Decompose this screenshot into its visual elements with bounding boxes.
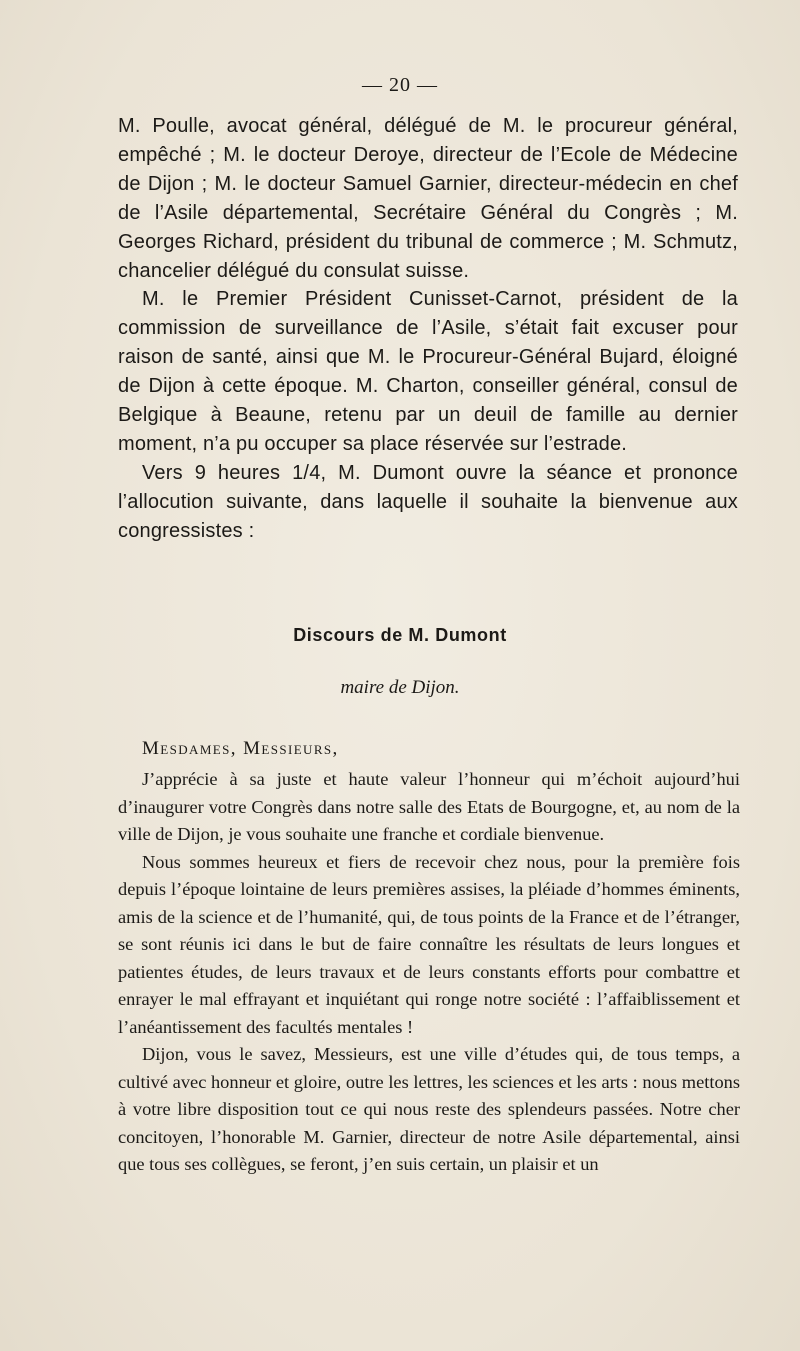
speech-paragraph-3: Dijon, vous le savez, Messieurs, est une ville d’études qui, de tous temps, a cultivé avec honneur et gloire, outre les lettres, les sciences et les arts : nous mettons à votre libre disposition tout ce qui nous reste des splendeurs passées. Notre cher concitoyen, l’honorable M. Garnier, directeur de notre Asile départemental, ainsi que tous ses collègues, se feront, j’en suis certain, un plaisir et un [118,1044,740,1174]
speech-paragraph-2: Nous sommes heureux et fiers de recevoir chez nous, pour la première fois depuis l’époque lointaine de leurs premières assises, la pléiade d’hommes éminents, amis de la science et de l’humanité, qui, de tous points de la France et de l’étranger, se sont réunis ici dans le but de faire connaître les résultats de leurs longues et patientes études, de leurs travaux et de leurs constants efforts pour combattre et enrayer le mal effrayant et inquiétant qui ronge notre société : l’affaiblissement et l’anéantissement des facultés mentales ! [118,851,740,1037]
intro-paragraph-1: M. Poulle, avocat général, délégué de M. le procureur général, empêché ; M. le docteur Deroye, directeur de l’Ecole de Médecine de Dijon ; M. le docteur Samuel Garnier, directeur-médecin en chef de l’Asile départemental, Secrétaire Général du Congrès ; M. Georges Richard, président du tribunal de commerce ; M. Schmutz, chancelier délégué du consulat suisse. [118,115,738,282]
speech-salutation: Mesdames, Messieurs, [142,738,339,759]
speech-text [118,766,740,1179]
page-number: — 20 — [362,74,438,96]
intro-paragraph-3: Vers 9 heures 1/4, M. Dumont ouvre la séance et prononce l’allocution suivante, dans laquelle il souhaite la bienvenue aux congressistes : [118,461,738,542]
speech-subtitle: maire de Dijon. [340,677,460,698]
speech-title: Discours de M. Dumont [293,625,507,645]
intro-text [118,112,738,546]
intro-paragraph-2: M. le Premier Président Cunisset-Carnot, président de la commission de surveillance de l’Asile, s’était fait excuser pour raison de santé, ainsi que M. le Procureur-Général Bujard, éloigné de Dijon à cette époque. M. Charton, conseiller général, consul de Belgique à Beaune, retenu par un deuil de famille au dernier moment, n’a pu occuper sa place réservée sur l’estrade. [118,288,738,455]
speech-paragraph-1: J’apprécie à sa juste et haute valeur l’honneur qui m’échoit aujourd’hui d’inaugurer votre Congrès dans notre salle des Etats de Bourgogne, et, au nom de la ville de Dijon, je vous souhaite une franche et cordiale bienvenue. [118,769,740,844]
